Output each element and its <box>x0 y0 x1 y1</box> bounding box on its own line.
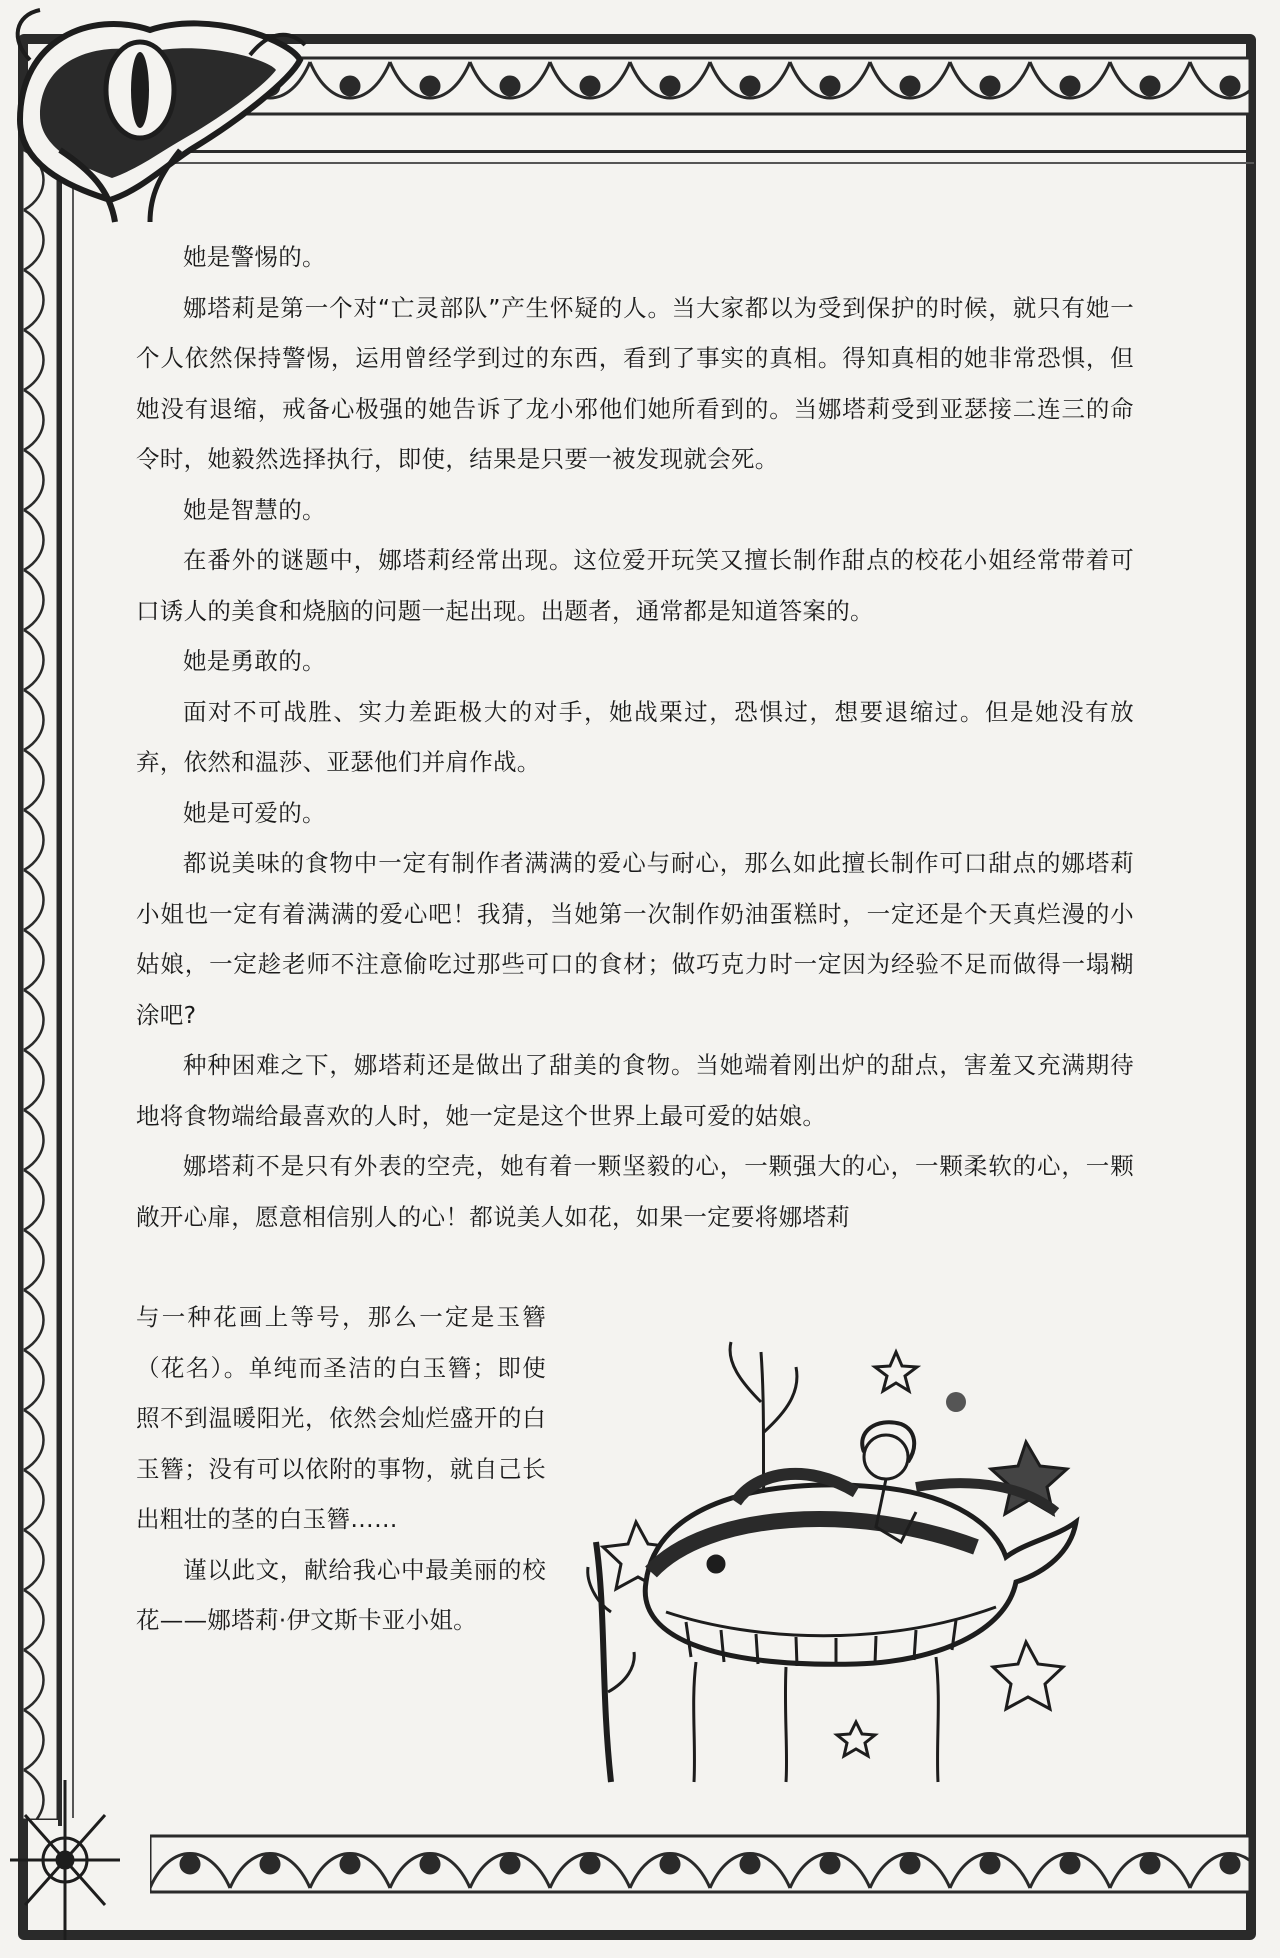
whale-girl-illustration <box>556 1312 1136 1788</box>
frame-bead <box>581 1855 599 1873</box>
frame-bead <box>901 1855 919 1873</box>
frame-bead <box>1221 77 1239 95</box>
frame-bead <box>741 77 759 95</box>
frame-bead <box>661 77 679 95</box>
frame-bead <box>821 77 839 95</box>
frame-bead <box>981 77 999 95</box>
paragraph: 与一种花画上等号，那么一定是玉簪（花名）。单纯而圣洁的白玉簪；即使照不到温暖阳光，依然会灿烂盛开的白玉簪；没有可以依附的事物，就自己长出粗壮的茎的白玉簪…… <box>136 1303 546 1533</box>
paragraph: 娜塔莉是第一个对“亡灵部队”产生怀疑的人。当大家都以为受到保护的时候，就只有她一个人依然保持警惕，运用曾经学到过的东西，看到了事实的真相。得知真相的她非常恐惧，但她没有退缩，戒备心极强的她告诉了龙小邪他们她所看到的。当娜塔莉受到亚瑟接二连三的命令时，她毅然选择执行，即使，结果是只要一被发现就会死。 <box>136 293 1134 473</box>
paragraph: 她是勇敢的。 <box>183 647 326 675</box>
paragraph: 都说美味的食物中一定有制作者满满的爱心与耐心，那么如此擅长制作可口甜点的娜塔莉小姐也一定有着满满的爱心吧！我猜，当她第一次制作奶油蛋糕时，一定还是个天真烂漫的小姑娘，一定趁老师不注意偷吃过那些可口的食材；做巧克力时一定因为经验不足而做得一塌糊涂吧? <box>136 849 1134 1029</box>
paragraph: 她是智慧的。 <box>183 495 326 524</box>
paragraph: 谨以此文，献给我心中最美丽的校花——娜塔莉·伊文斯卡亚小姐。 <box>136 1555 546 1634</box>
frame-bead <box>501 1855 519 1873</box>
frame-bead <box>581 77 599 95</box>
frame-bead <box>981 1855 999 1873</box>
paragraph: 在番外的谜题中，娜塔莉经常出现。这位爱开玩笑又擅长制作甜点的校花小姐经常带着可口诱人的美食和烧脑的问题一起出现。出题者，通常都是知道答案的。 <box>136 546 1134 625</box>
paragraph: 种种困难之下，娜塔莉还是做出了甜美的食物。当她端着刚出炉的甜点，害羞又充满期待地将食物端给最喜欢的人时，她一定是这个世界上最可爱的姑娘。 <box>136 1051 1134 1130</box>
left-ornament-band <box>20 150 60 1820</box>
frame-bead <box>261 1855 279 1873</box>
frame-bead <box>181 1855 199 1873</box>
frame-bead <box>821 1855 839 1873</box>
frame-bead <box>1221 1855 1239 1873</box>
frame-bead <box>661 1855 679 1873</box>
article-body <box>136 232 1134 1242</box>
frame-bead <box>421 1855 439 1873</box>
frame-bead <box>1061 1855 1079 1873</box>
paragraph: 娜塔莉不是只有外表的空壳，她有着一颗坚毅的心，一颗强大的心，一颗柔软的心，一颗敞开心扉，愿意相信别人的心！都说美人如花，如果一定要将娜塔莉 <box>136 1152 1134 1231</box>
eye-emblem-icon <box>0 0 310 230</box>
frame-bead <box>341 77 359 95</box>
frame-bead <box>1141 77 1159 95</box>
paragraph: 她是可爱的。 <box>183 798 326 827</box>
frame-bead <box>421 77 439 95</box>
paragraph: 她是警惕的。 <box>183 243 326 271</box>
frame-bead <box>341 1855 359 1873</box>
starburst-corner-icon <box>0 1770 130 1958</box>
frame-bead <box>1141 1855 1159 1873</box>
frame-bead <box>1061 77 1079 95</box>
paragraph: 面对不可战胜、实力差距极大的对手，她战栗过，恐惧过，想要退缩过。但是她没有放弃，依然和温莎、亚瑟他们并肩作战。 <box>136 697 1134 776</box>
bottom-ornament-band <box>150 1818 1250 1910</box>
top-ornament-band <box>150 40 1250 132</box>
frame-bead <box>501 77 519 95</box>
frame-bead <box>901 77 919 95</box>
frame-bead <box>741 1855 759 1873</box>
side-text-column <box>136 1292 546 1646</box>
